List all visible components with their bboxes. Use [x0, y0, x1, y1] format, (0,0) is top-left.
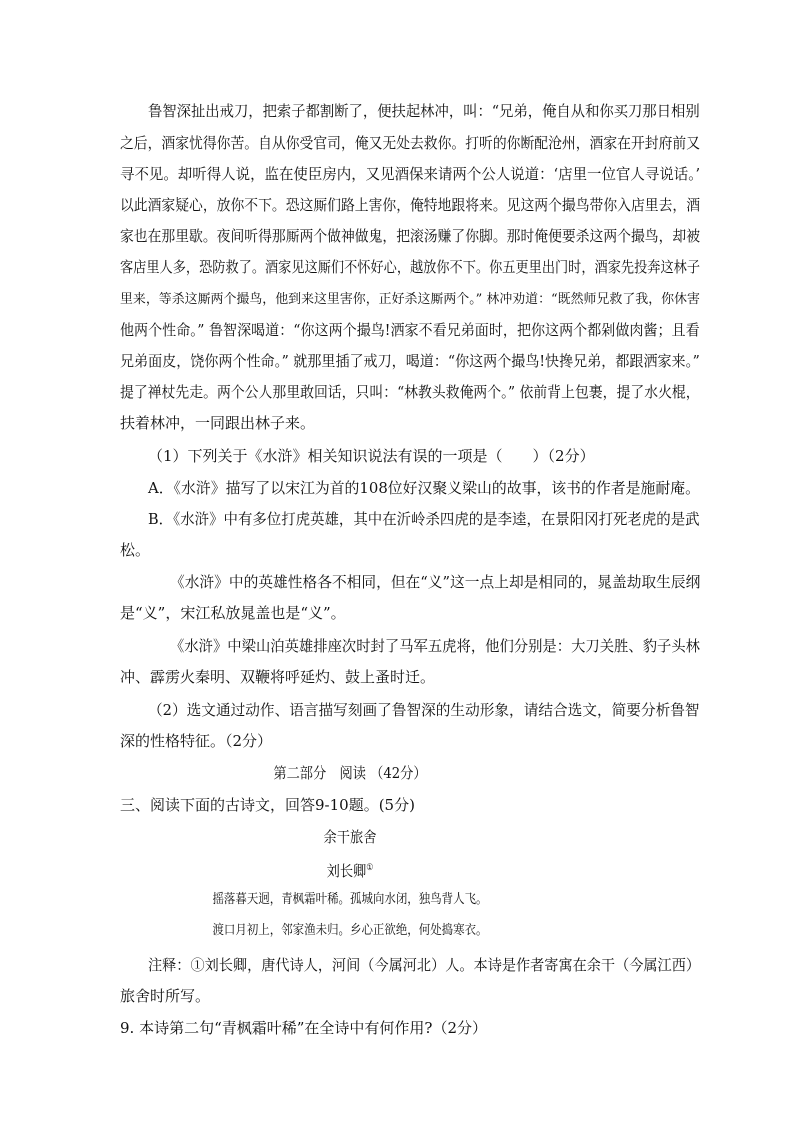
passage-line: 以此酒家疑心，放你不下。恐这厮们路上害你，俺特地跟将来。见这两个撮鸟带你入店里去，酒 — [120, 196, 701, 214]
footnote-continued: 旅舍时所写。 — [120, 987, 211, 1005]
option-d: 《水浒》中梁山泊英雄排座次时封了马军五虎将，他们分别是：大刀关胜、豹子头林 — [170, 637, 701, 655]
poem-author — [0, 858, 700, 881]
poem-line: 摇落暮天迥，青枫霜叶稀。孤城向水闭，独鸟背人飞。 — [212, 892, 488, 907]
option-a: A．《水浒》描写了以宋江为首的108位好汉聚义梁山的故事，该书的作者是施耐庵。 — [148, 479, 700, 497]
option-b-continued: 松。 — [120, 541, 151, 559]
poem-title: 余干旅舍 — [323, 828, 377, 846]
section-heading: 三、阅读下面的古诗文，回答9-10题。(5分) — [120, 796, 415, 814]
passage-line: 家也在那里歇。夜间听得那厮两个做神做鬼，把滚汤赚了你脚。那时俺便要杀这两个撮鸟，却被 — [120, 227, 701, 245]
question-stem: （1）下列关于《水浒》相关知识说法有误的一项是（ ）（2分） — [148, 447, 595, 465]
question-9: 9. 本诗第二句“青枫霜叶稀”在全诗中有何作用?（2分） — [120, 1019, 488, 1037]
part-title: 第二部分 阅读 （42分） — [273, 764, 427, 782]
passage-line: 他两个性命。” 鲁智深喝道：“你这两个撮鸟!洒家不看兄弟面时，把你这两个都剁做肉酱；且看 — [120, 321, 700, 339]
footnote: 注释：①刘长卿，唐代诗人，河间（今属河北）人。本诗是作者寄寓在余干（今属江西） — [148, 956, 701, 974]
question-stem: （2）选文通过动作、语言描写刻画了鲁智深的生动形象，请结合选文，简要分析鲁智 — [148, 701, 700, 719]
passage-line: 寻不见。却听得人说，监在使臣房内，又见酒保来请两个公人说道：‘店里一位官人寻说话。’ — [120, 165, 701, 183]
option-b: B．《水浒》中有多位打虎英雄，其中在沂岭杀四虎的是李逵，在景阳冈打死老虎的是武 — [148, 510, 700, 528]
author-name: 刘长卿 — [326, 862, 367, 880]
passage-line: 客店里人多，恐防救了。酒家见这厮们不怀好心，越放你不下。你五更里出门时，酒家先投奔这林子 — [120, 258, 701, 276]
option-d-continued: 冲、霹雳火秦明、双鞭将呼延灼、鼓上蚤时迁。 — [120, 668, 436, 686]
passage-line: 兄弟面皮，饶你两个性命。” 就那里插了戒刀，喝道：“你这两个撮鸟!快搀兄弟，都跟洒家来。” — [120, 352, 700, 370]
passage-line: 里来，等杀这厮两个撮鸟，他到来这里害你，正好杀这厮两个。” 林冲劝道：“既然师兄救了我，你休害 — [120, 292, 700, 307]
footnote-mark: ① — [366, 863, 374, 873]
passage-line: 之后，酒家忧得你苦。自从你受官司，俺又无处去救你。打听的你断配沧州，酒家在开封府前又 — [120, 134, 701, 152]
passage-line: 鲁智深扯出戒刀，把索子都割断了，便扶起林冲，叫：“兄弟，俺自从和你买刀那日相别 — [148, 102, 700, 120]
option-c-continued: 是“义”，宋江私放晁盖也是“义”。 — [120, 604, 346, 622]
passage-line: 扶着林冲，一同跟出林子来。 — [120, 414, 316, 432]
poem-line: 渡口月初上，邻家渔未归。乡心正欲绝，何处捣寒衣。 — [212, 923, 488, 938]
passage-line: 提了禅杖先走。两个公人那里敢回话，只叫：“林教头救俺两个。” 依前背上包裹，提了水火棍， — [120, 383, 700, 401]
question-stem-continued: 深的性格特征。（2分） — [120, 732, 273, 750]
option-c: 《水浒》中的英雄性格各不相同，但在“义”这一点上却是相同的，晁盖劫取生辰纲 — [170, 573, 701, 591]
